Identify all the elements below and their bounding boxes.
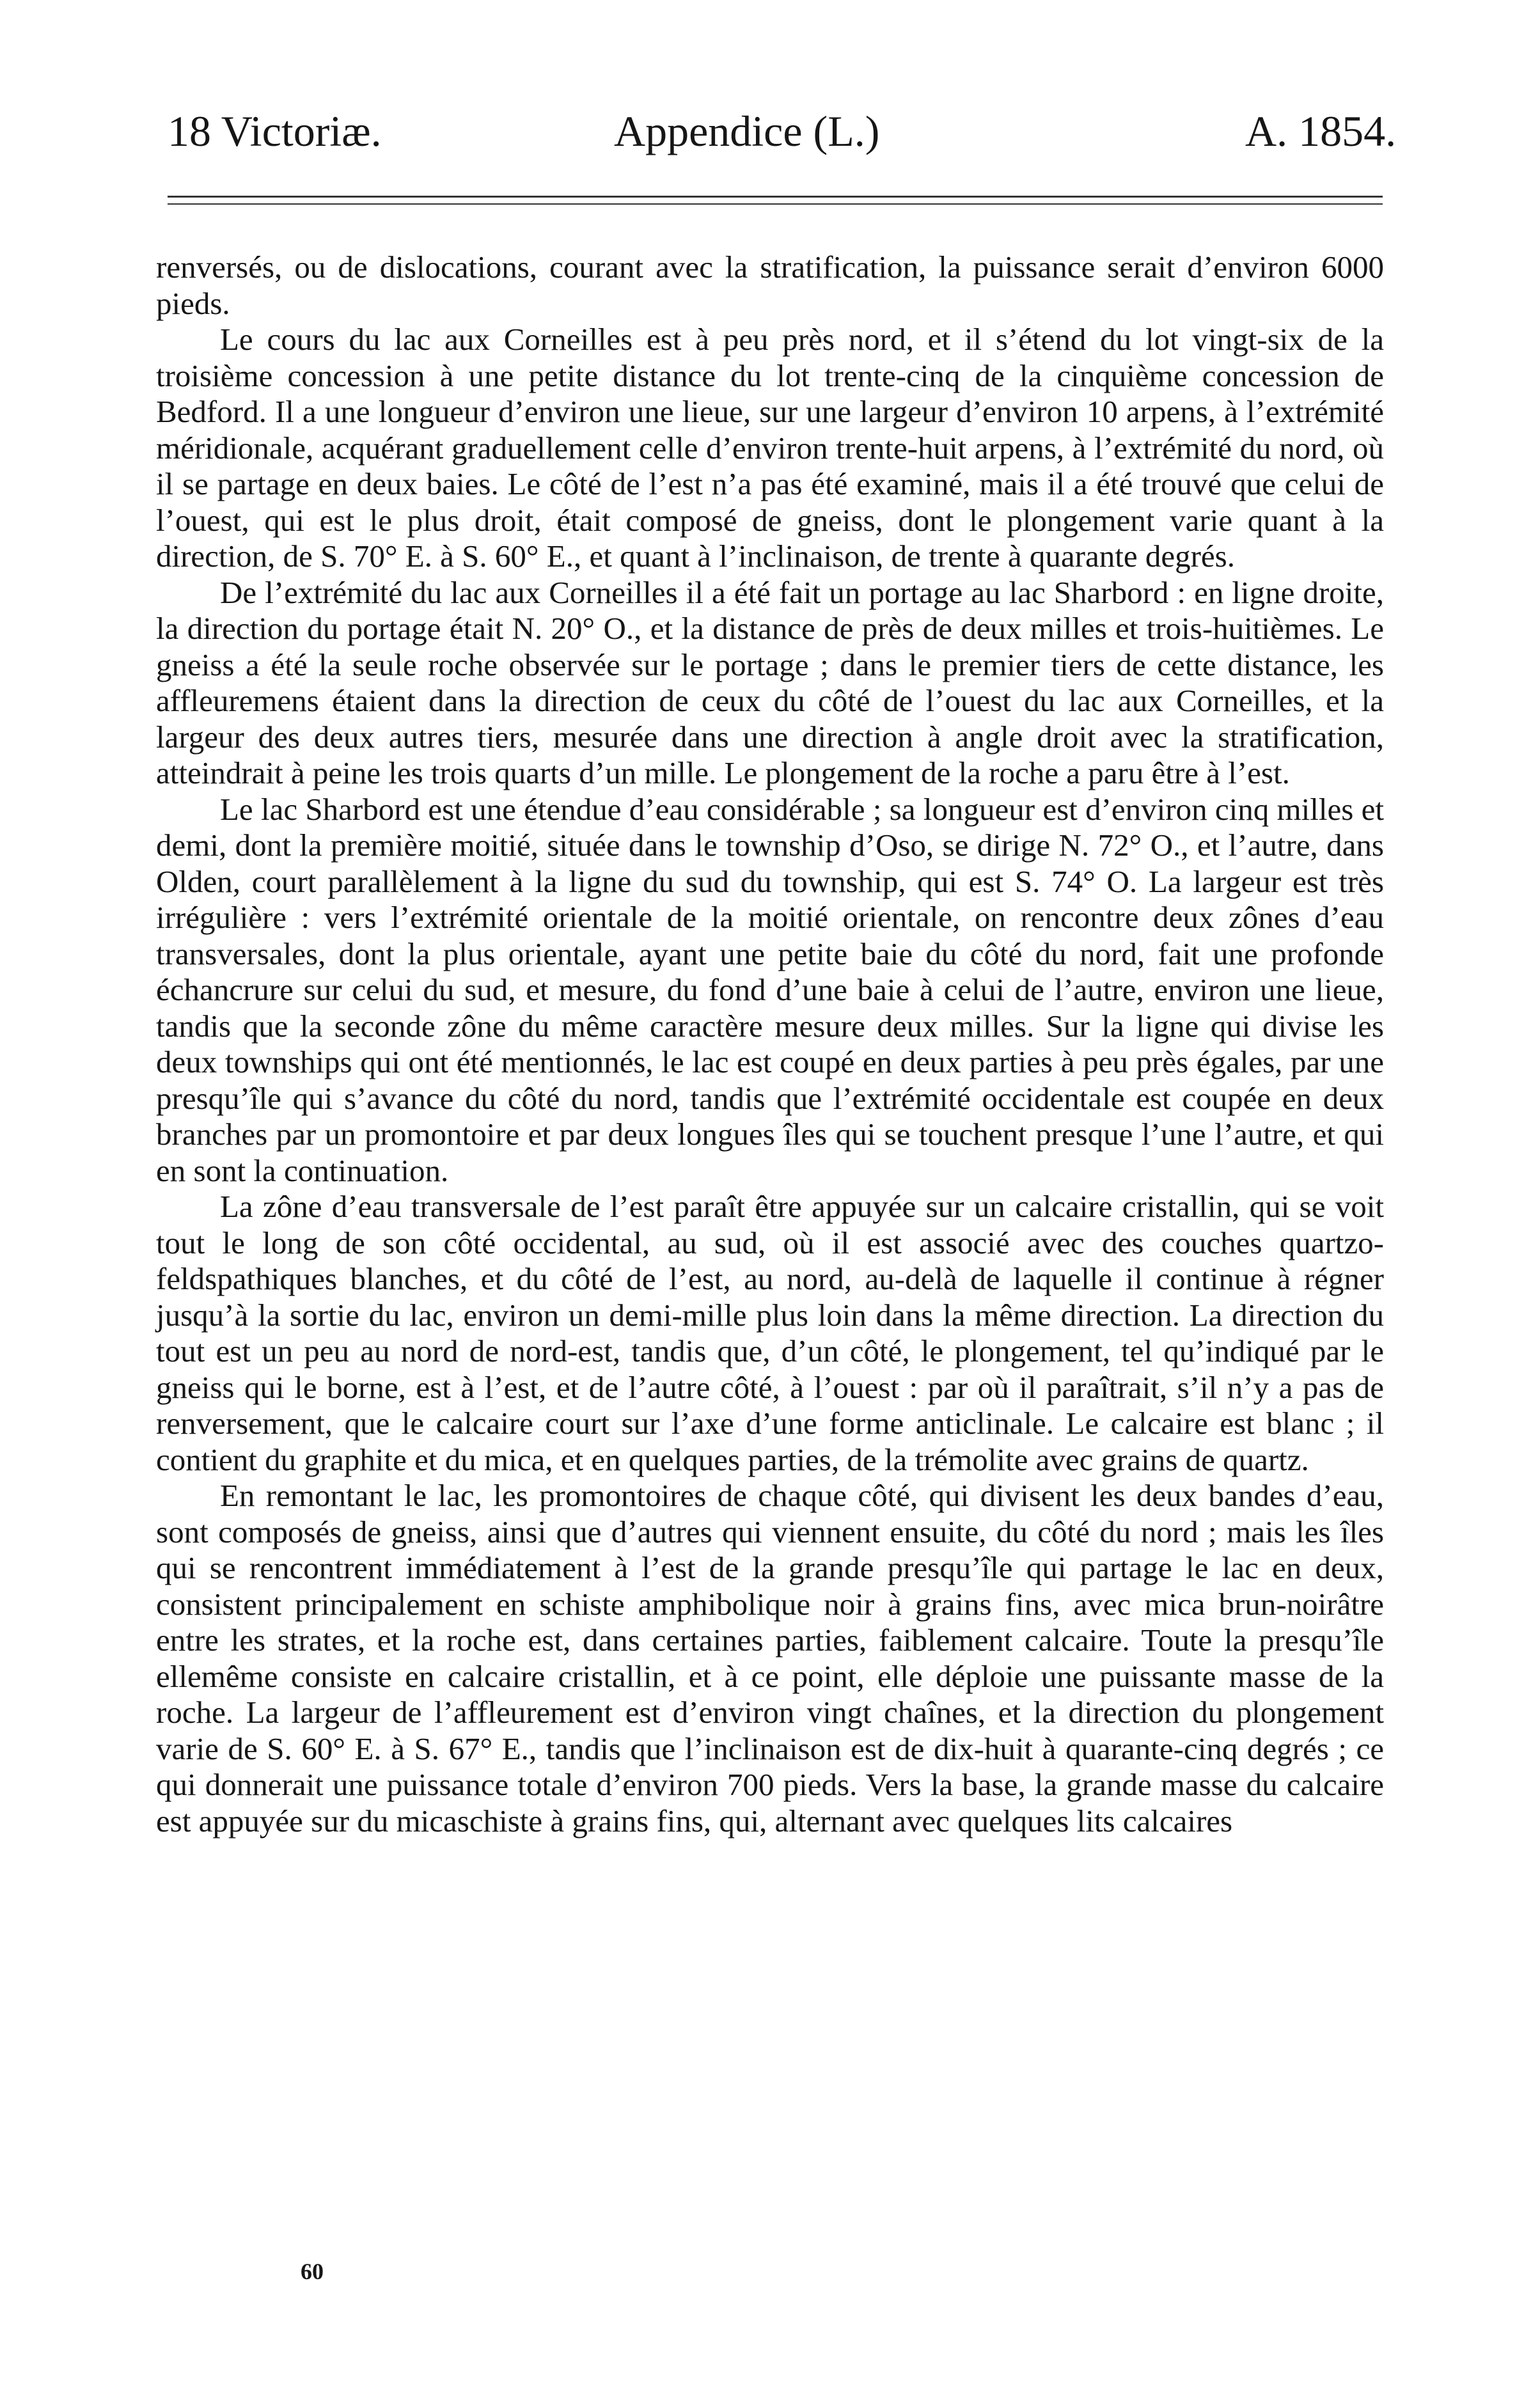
running-header — [0, 102, 1540, 166]
header-rule-thick — [168, 196, 1383, 198]
page-number: 60 — [301, 2259, 324, 2284]
paragraph-promontoires: En remontant le lac, les promontoires de chaque côté, qui divisent les deux bandes d’eau, sont composés de gneiss, ainsi que d’autres qui viennent ensuite, du côté du nord ; mais les îles qui se rencontrent immédiatement à l’est de la grande presqu’île qui partage le lac en deux, consistent principalement en schiste amphibolique noir à grains fins, avec mica brun-noirâtre entre les strates, et la roche est, dans certaines parties, faiblement calcaire. Toute la presqu’île ellemême consiste en calcaire cristallin, et à ce point, elle déploie une puissante masse de la roche. La largeur de l’affleurement est d’environ vingt chaînes, et la direction du plongement varie de S. 60° E. à S. 67° E., tandis que l’inclinaison est de dix-huit à quarante-cinq degrés ; ce qui donnerait une puissance totale d’environ 700 pieds. Vers la base, la grande masse du calcaire est appuyée sur du micaschiste à grains fins, qui, alternant avec quelques lits calcaires — [156, 1478, 1384, 1839]
header-session: 18 Victoriæ. — [168, 107, 382, 155]
paragraph-continuation: renversés, ou de dislocations, courant avec la stratification, la puissance serait d’environ 6000 pieds. — [156, 249, 1384, 321]
header-year: A. 1854. — [1245, 107, 1397, 155]
paragraph-lac-aux-corneilles: Le cours du lac aux Corneilles est à peu près nord, et il s’étend du lot vingt-six de la troisième concession à une petite distance du lot trente-cinq de la cinquième concession de Bedford. Il a une longueur d’environ une lieue, sur une largeur d’environ 10 arpens, à l’extrémité méridionale, acquérant graduellement celle d’environ trente-huit arpens, à l’extrémité du nord, où il se partage en deux baies. Le côté de l’est n’a pas été examiné, mais il a été trouvé que celui de l’ouest, qui est le plus droit, était composé de gneiss, dont le plongement varie quant à la direction, de S. 70° E. à S. 60° E., et quant à l’inclinaison, de trente à quarante degrés. — [156, 322, 1384, 574]
body-text — [156, 249, 1384, 1839]
paragraph-zone-transversale: La zône d’eau transversale de l’est paraît être appuyée sur un calcaire cristallin, qui se voit tout le long de son côté occidental, au sud, où il est associé avec des couches quartzo-feldspathiques blanches, et du côté de l’est, au nord, au-delà de laquelle il continue à régner jusqu’à la sortie du lac, environ un demi-mille plus loin dans la même direction. La direction du tout est un peu au nord de nord-est, tandis que, d’un côté, le plongement, tel qu’indiqué par le gneiss qui le borne, est à l’est, et de l’autre côté, à l’ouest : par où il paraîtrait, s’il n’y a pas de renversement, que le calcaire court sur l’axe d’une forme anticlinale. Le calcaire est blanc ; il contient du graphite et du mica, et en quelques parties, de la trémolite avec grains de quartz. — [156, 1189, 1384, 1477]
paragraph-lac-sharbord: Le lac Sharbord est une étendue d’eau considérable ; sa longueur est d’environ cinq milles et demi, dont la première moitié, située dans le township d’Oso, se dirige N. 72° O., et l’autre, dans Olden, court parallèlement à la ligne du sud du township, qui est S. 74° O. La largeur est très irrégulière : vers l’extrémité orientale de la moitié orientale, on rencontre deux zônes d’eau transversales, dont la plus orientale, ayant une petite baie du côté du nord, fait une profonde échancrure sur celui du sud, et mesure, du fond d’une baie à celui de l’autre, environ une lieue, tandis que la seconde zône du même caractère mesure deux milles. Sur la ligne qui divise les deux townships qui ont été mentionnés, le lac est coupé en deux parties à peu près égales, par une presqu’île qui s’avance du côté du nord, tandis que l’extrémité occidentale est coupée en deux branches par un promontoire et par deux longues îles qui se touchent presque l’une l’autre, et qui en sont la continuation. — [156, 791, 1384, 1188]
paragraph-portage: De l’extrémité du lac aux Corneilles il a été fait un portage au lac Sharbord : en ligne droite, la direction du portage était N. 20° O., et la distance de près de deux milles et trois-huitièmes. Le gneiss a été la seule roche observée sur le portage ; dans le premier tiers de cette distance, les affleuremens étaient dans la direction de ceux du côté de l’ouest du lac aux Corneilles, et la largeur des deux autres tiers, mesurée dans une direction à angle droit avec la stratification, atteindrait à peine les trois quarts d’un mille. Le plongement de la roche a paru être à l’est. — [156, 574, 1384, 790]
header-appendix: Appendice (L.) — [614, 107, 880, 155]
header-rule-thin — [168, 203, 1383, 205]
